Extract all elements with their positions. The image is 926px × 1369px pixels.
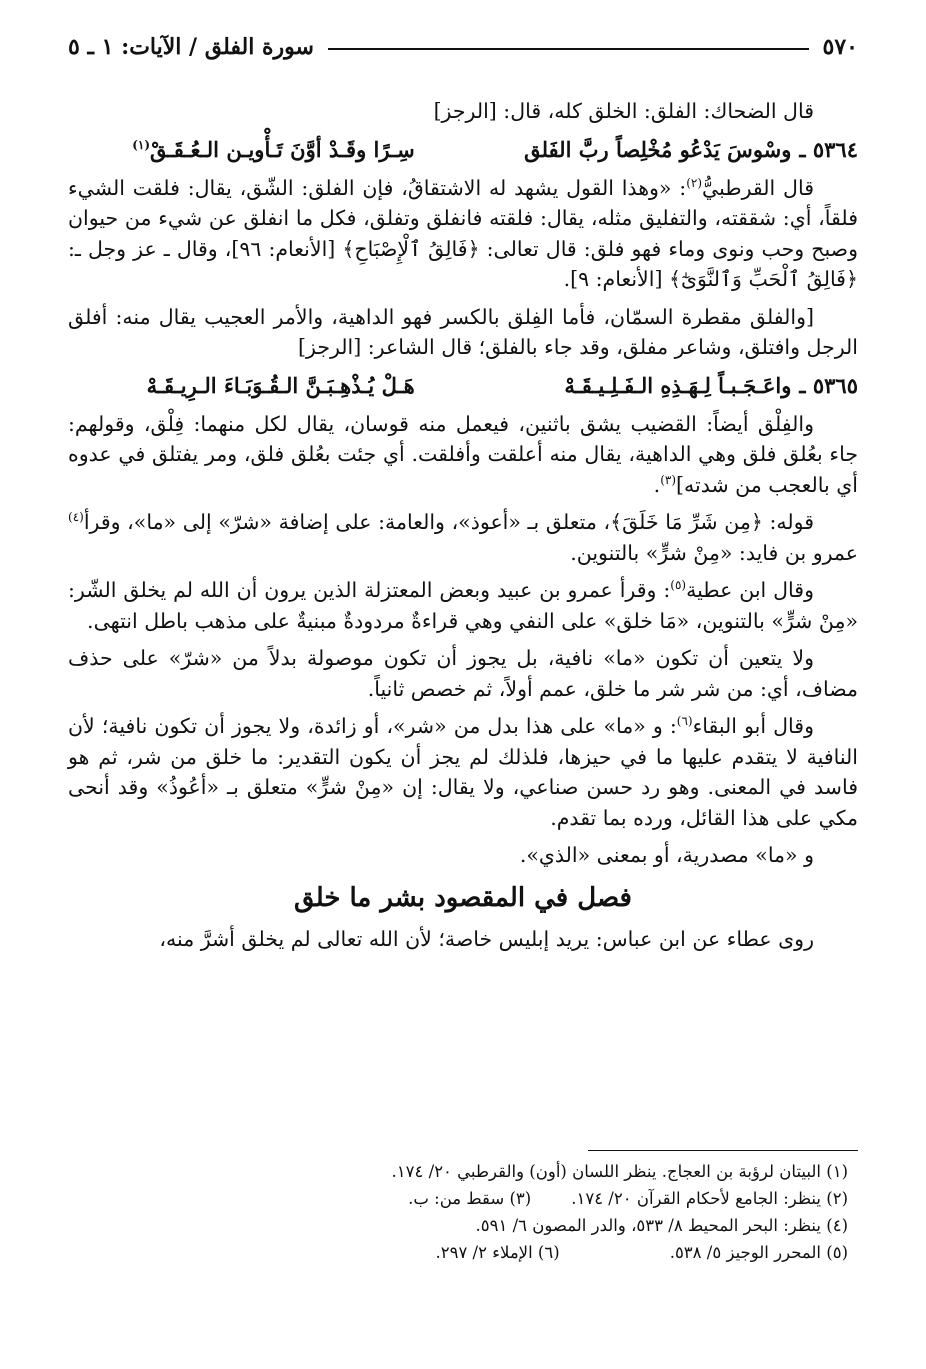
footnote-marker[interactable]: (٢) (686, 175, 703, 190)
paragraph-text: والفِلْق أيضاً: القضيب يشق باثنين، فيعمل منه قوسان، يقال لكل منهما: فِلْق، وقولهم: جاء بعُلق فلق وهي الداهية، يقال منه أعلقت وأفلقت. أي جئت بعُلق فلق، ومر يفتلق في عدوه أي بالعجب من شدته] (68, 411, 858, 497)
page-header (68, 30, 858, 64)
paragraph-ibn-atiyya (68, 575, 858, 636)
verse-number: ٥٣٦٤ ـ (799, 136, 858, 162)
paragraph-ata: روى عطاء عن ابن عباس: يريد إبليس خاصة؛ لأن الله تعالى لم يخلق أشرَّ منه، (159, 926, 814, 951)
paragraph-masdariya: و «ما» مصدرية، أو بمعنى «الذي». (519, 843, 814, 867)
paragraph-text: . (653, 472, 661, 497)
verse-hemistich-second (68, 134, 445, 166)
verse-hemistich-second: هَـلْ يُـذْهِـبَـنَّ الـقُـوَبَـاءَ الـرِيـقَـهْ (146, 372, 415, 398)
footnotes (68, 1158, 858, 1266)
footnote-1: (١) البيتان لرؤبة بن العجاج. ينظر اللسان (أون) والقرطبي ٢٠/ ١٧٤. (391, 1162, 848, 1181)
footnote-marker[interactable]: (١) (132, 137, 151, 152)
paragraph-text: وقال أبو البقاء (692, 714, 815, 738)
paragraph-qurtubi (68, 173, 858, 295)
footnote-3: (٣) سقط من: ب. (408, 1189, 532, 1208)
verse-hemistich-first: وسْوسَ يَدْعُو مُخْلِصاً ربَّ الفَلق (524, 136, 792, 162)
footnote-marker[interactable]: (٦) (676, 714, 693, 729)
header-rule (328, 48, 809, 50)
paragraph-text: قوله: ﴿مِن شَرِّ مَا خَلَقَ﴾، متعلق بـ «أعوذ»، والعامة: على إضافة «شرّ» إلى «ما»، وقرأ (83, 510, 814, 534)
footnote-marker[interactable]: (٣) (660, 472, 677, 487)
footnote-2: (٢) ينظر: الجامع لأحكام القرآن ٢٠/ ١٧٤. (571, 1189, 848, 1208)
page-number: ٥٧٠ (822, 34, 858, 60)
footnote-5: (٥) المحرر الوجيز ٥/ ٥٣٨. (669, 1243, 848, 1262)
running-title: سورة الفلق / الآيات: ١ ـ ٥ (68, 34, 314, 60)
verse-hemistich-second-text: سِـرًا وقَـدْ أوَّنَ تَـأْويـن الـعُـقَـقْ (150, 136, 415, 162)
footnote-marker[interactable]: (٤) (68, 510, 84, 525)
paragraph-text: : وقرأ عمرو بن عبيد وبعض المعتزلة الذين يرون أن الله لم يخلق الشّر: «مِنْ شرٍّ» بالتنوين، «مَا خلق» على النفي وهي قراءةٌ مردودةٌ مبنيةٌ على مذهب باطل انتهى. (68, 578, 858, 633)
section-heading: فصل في المقصود بشر ما خلق (294, 882, 632, 913)
footnote-6: (٦) الإملاء ٢/ ٢٩٧. (435, 1243, 560, 1262)
paragraph-text: قال القرطبيُّ (702, 175, 814, 200)
paragraph-text: وقال ابن عطية (686, 578, 814, 602)
verse-5364 (68, 134, 858, 166)
footnote-row (68, 1239, 848, 1266)
paragraph-text: : و «ما» على هذا بدل من «شر»، أو زائدة، ولا يجوز أن تكون نافية؛ لأن النافية لا يتقدم عليها ما في حيزها، فلذلك لم يجز أن يكون التقدير: ما خلق من شر، ثم هو فاسد في المعنى. وهو رد حسن صناعي، ولا يقال: إن «مِنْ شرٍّ» متعلق بـ «أعُوذُ» وقد أنحى مكي على هذا القائل، ورده بما تقدم. (68, 714, 858, 830)
paragraph-filq (68, 409, 858, 501)
footnote-rule (588, 1150, 858, 1151)
paragraph-text: : «وهذا القول يشهد له الاشتقاقُ، فإن الفلق: الشّق، يقال: فلقت الشيء فلقاً، أي: شققته، والتفليق مثله، يقال: فلقته فانفلق وتفلق، فكل ما انفلق عن شيء من حيوان وصبح وحب ونوى وماء فهو فلق: قال تعالى: ﴿فَالِقُ ٱلْإِصْبَاحِ﴾ [الأنعام: ٩٦]، وقال ـ عز وجل ـ: ﴿فَالِقُ ٱلْحَبِّ وَٱلنَّوَىٰٓ﴾ [الأنعام: ٩]. (68, 175, 858, 291)
verse-number: ٥٣٦٥ ـ (799, 372, 858, 398)
footnote-marker[interactable]: (٥) (670, 578, 687, 593)
footnote-4: (٤) ينظر: البحر المحيط ٨/ ٥٣٣، والدر المصون ٦/ ٥٩١. (475, 1216, 848, 1235)
paragraph-falaq-meaning: [والفلق مقطرة السمّان، فأما الفِلق بالكسر فهو الداهية، والأمر العجيب يقال منه: أفلق الرجل وافتلق، وشاعر مفلق، وقد جاء بالفلق؛ قال الشاعر: [الرجز] (68, 304, 858, 359)
footnote-row (68, 1185, 848, 1212)
verse-5365 (68, 370, 858, 402)
main-text (68, 96, 858, 961)
paragraph-min-sharri (68, 507, 858, 568)
paragraph-abul-baqa (68, 711, 858, 833)
paragraph-text: عمرو بن فايد: «مِنْ شرٍّ» بالتنوين. (570, 540, 858, 565)
paragraph-dahhak: قال الضحاك: الفلق: الخلق كله، قال: [الرجز] (433, 99, 814, 123)
paragraph-ma-nafiya: ولا يتعين أن تكون «ما» نافية، بل يجوز أن تكون موصولة بدلاً من «شرّ» على حذف مضاف، أي: من شر شر ما خلق، عمم أولاً، ثم خصص ثانياً. (68, 646, 858, 701)
verse-hemistich-first: واعَـجَـبـاً لِـهَـذِهِ الـفَـلِـيـقَـهْ (564, 372, 792, 398)
